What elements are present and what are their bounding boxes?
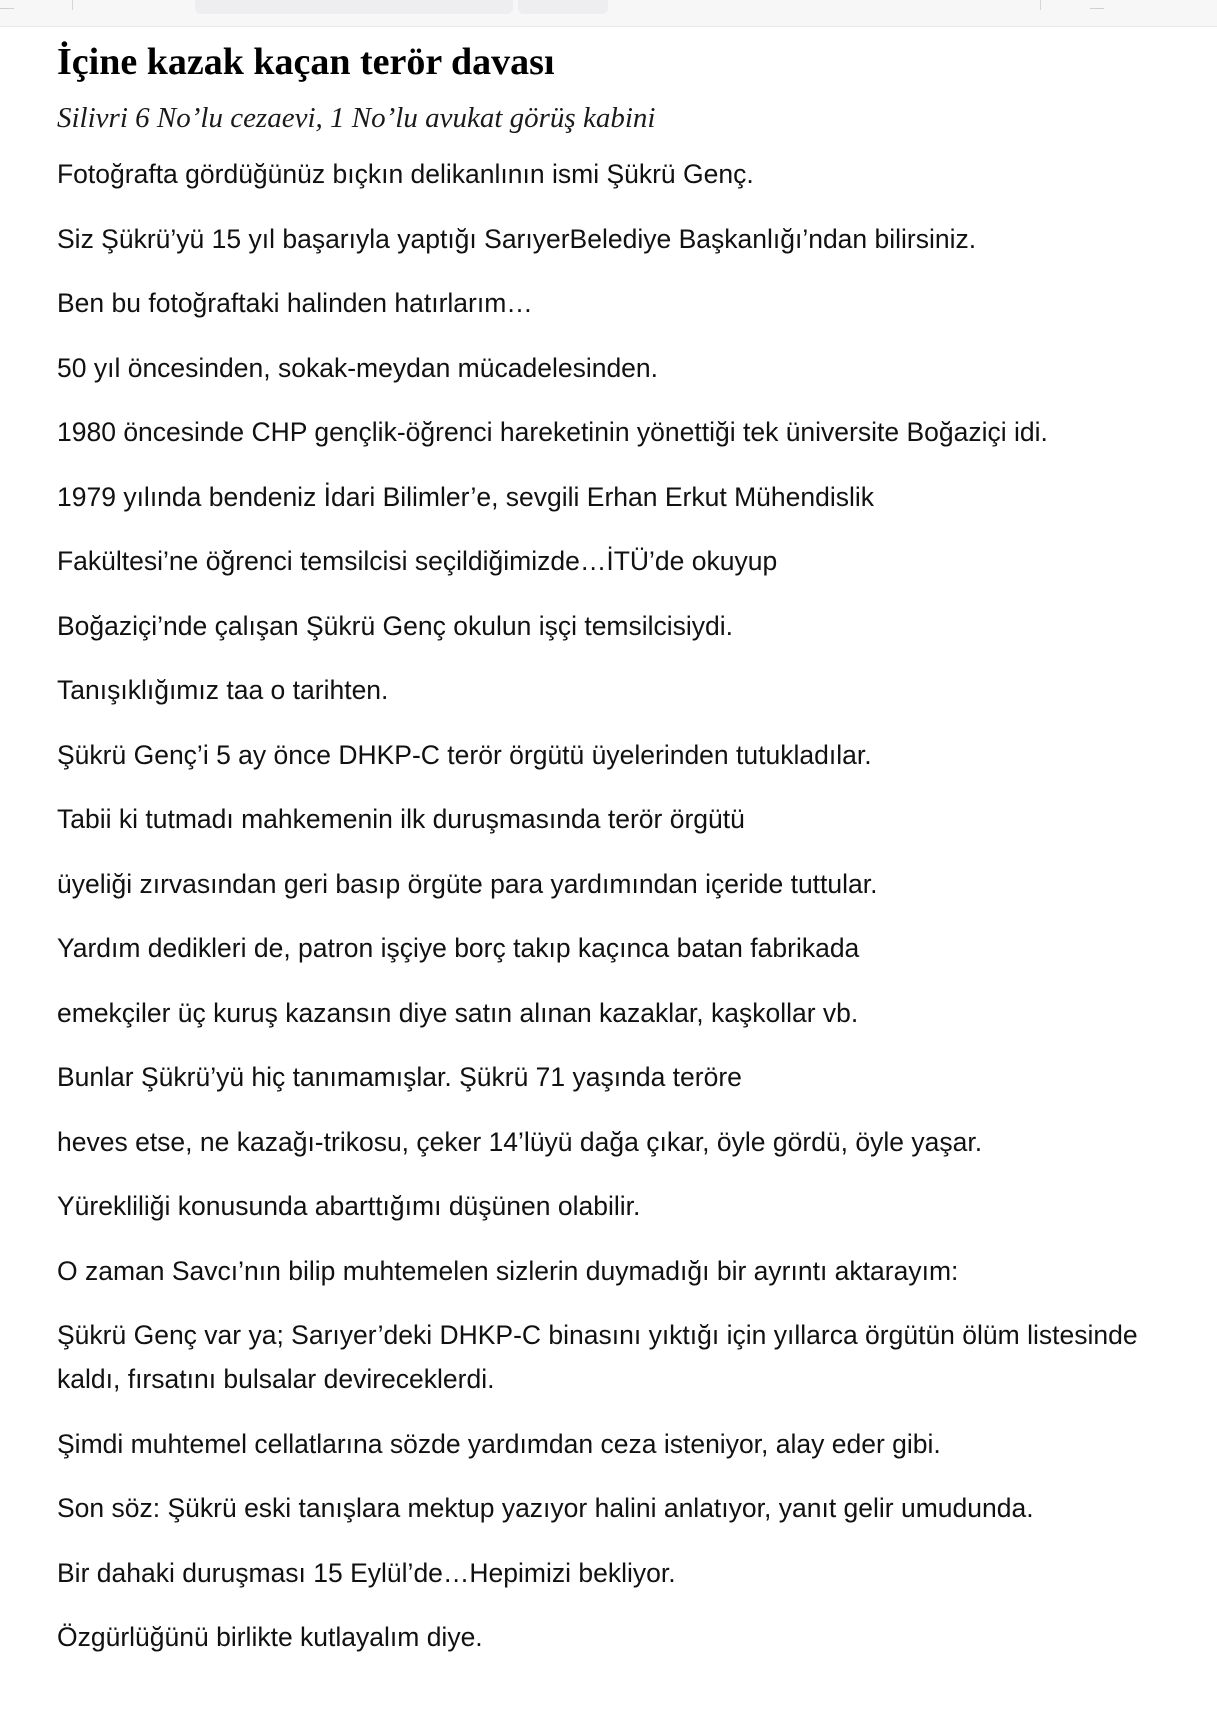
toolbar-divider bbox=[1040, 0, 1041, 10]
toolbar-tab[interactable] bbox=[518, 0, 608, 14]
paragraph: Bunlar Şükrü’yü hiç tanımamışlar. Şükrü 71 yaşında teröre bbox=[57, 1062, 742, 1092]
paragraph: Şimdi muhtemel cellatlarına sözde yardımdan ceza isteniyor, alay eder gibi. bbox=[57, 1428, 941, 1459]
paragraph: Tanışıklığımız taa o tarihten. bbox=[57, 675, 389, 705]
paragraph: Ben bu fotoğraftaki halinden hatırlarım… bbox=[57, 288, 533, 318]
paragraph: O zaman Savcı’nın bilip muhtemelen sizlerin duymadığı bir ayrıntı aktarayım: bbox=[57, 1255, 959, 1286]
paragraph: Son söz: Şükrü eski tanışlara mektup yazıyor halini anlatıyor, yanıt gelir umudunda. bbox=[57, 1493, 1034, 1523]
paragraph: heves etse, ne kazağı-trikosu, çeker 14’lüyü dağa çıkar, öyle gördü, öyle yaşar. bbox=[57, 1126, 983, 1157]
paragraph: Şükrü Genç var ya; Sarıyer’deki DHKP-C binasını yıktığı için yıllarca örgütün ölüm listesinde kaldı, fırsatını bulsalar devireceklerdi. bbox=[57, 1320, 1138, 1394]
paragraph: Şükrü Genç’i 5 ay önce DHKP-C terör örgütü üyelerinden tutukladılar. bbox=[57, 739, 872, 770]
browser-toolbar bbox=[0, 0, 1217, 27]
paragraph: Özgürlüğünü birlikte kutlayalım diye. bbox=[57, 1622, 483, 1652]
forward-arrow-icon[interactable] bbox=[1090, 0, 1104, 9]
paragraph: Yardım dedikleri de, patron işçiye borç takıp kaçınca batan fabrikada bbox=[57, 933, 860, 963]
article-title: İçine kazak kaçan terör davası bbox=[57, 41, 555, 83]
paragraph: Siz Şükrü’yü 15 yıl başarıyla yaptığı SarıyerBelediye Başkanlığı’ndan bilirsiniz. bbox=[57, 223, 977, 254]
paragraph: Boğaziçi’nde çalışan Şükrü Genç okulun işçi temsilcisiydi. bbox=[57, 610, 734, 641]
paragraph: Tabii ki tutmadı mahkemenin ilk duruşmasında terör örgütü bbox=[57, 804, 745, 834]
paragraph: 1980 öncesinde CHP gençlik-öğrenci hareketinin yönettiği tek üniversite Boğaziçi idi. bbox=[57, 417, 1048, 447]
paragraph: Yürekliliği konusunda abarttığımı düşünen olabilir. bbox=[57, 1191, 641, 1221]
toolbar-tab[interactable] bbox=[195, 0, 513, 14]
article-subtitle: Silivri 6 No’lu cezaevi, 1 No’lu avukat görüş kabini bbox=[57, 102, 656, 134]
article bbox=[57, 36, 1207, 1680]
paragraph: 1979 yılında bendeniz İdari Bilimler’e, sevgili Erhan Erkut Mühendislik bbox=[57, 481, 875, 512]
toolbar-divider bbox=[72, 0, 73, 10]
paragraph: 50 yıl öncesinden, sokak-meydan mücadelesinden. bbox=[57, 352, 659, 383]
paragraph: Fotoğrafta gördüğünüz bıçkın delikanlının ismi Şükrü Genç. bbox=[57, 159, 754, 189]
back-arrow-icon[interactable] bbox=[0, 0, 14, 9]
paragraph: Fakültesi’ne öğrenci temsilcisi seçildiğimizde…İTÜ’de okuyup bbox=[57, 546, 778, 576]
article-body bbox=[57, 152, 1207, 1659]
paragraph: Bir dahaki duruşması 15 Eylül’de…Hepimizi bekliyor. bbox=[57, 1557, 676, 1588]
paragraph: emekçiler üç kuruş kazansın diye satın alınan kazaklar, kaşkollar vb. bbox=[57, 997, 859, 1028]
paragraph: üyeliği zırvasından geri basıp örgüte para yardımından içeride tuttular. bbox=[57, 868, 878, 899]
